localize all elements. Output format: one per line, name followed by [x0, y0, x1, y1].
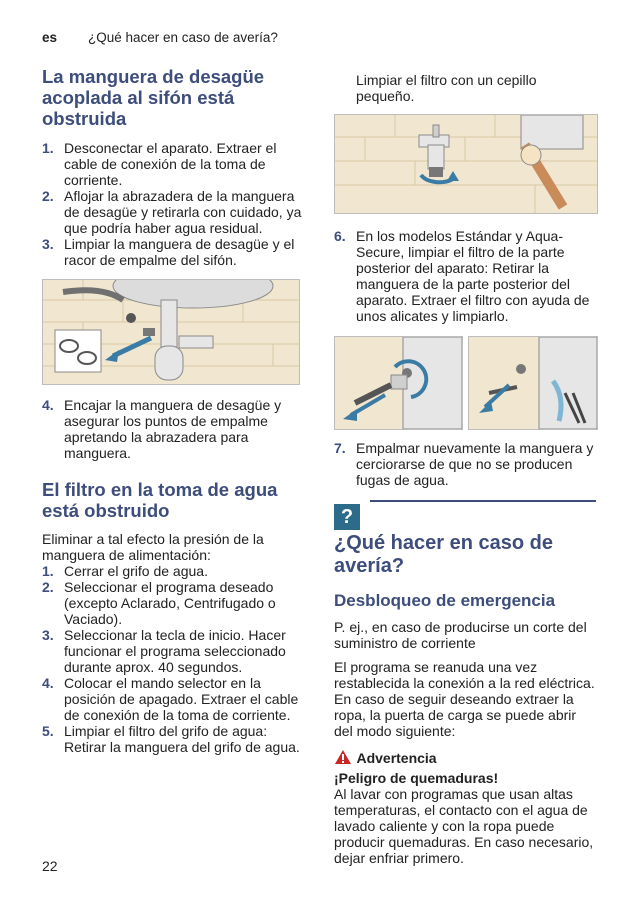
section-title-drain-hose: La manguera de desagüe acoplada al sifón está obstruida [42, 66, 265, 129]
list-item [42, 397, 304, 461]
drain-hose-steps [42, 140, 304, 268]
step-number: 1. [42, 563, 54, 579]
warning-heading [334, 749, 596, 768]
warning-triangle-icon [334, 749, 352, 765]
rear-filter-step [334, 228, 596, 324]
step-text: Seleccionar la tecla de inicio. Hacer funcionar el programa seleccionado durante aprox. 40 segundos. [64, 627, 286, 675]
drain-hose-illustration [42, 279, 300, 385]
left-column [42, 66, 304, 755]
step-text: Limpiar el filtro del grifo de agua: Retirar la manguera del grifo de agua. [64, 723, 300, 755]
page-header [42, 30, 278, 45]
tap-filter-illustration [334, 114, 598, 214]
hose-removal-illustration [334, 336, 463, 430]
warning-label: Advertencia [356, 750, 437, 766]
list-item [42, 140, 304, 188]
continued-step-text: Limpiar el filtro con un cepillo pequeño. [356, 72, 537, 104]
step-text: Limpiar la manguera de desagüe y el racor de empalme del sifón. [64, 236, 295, 268]
siphon-diagram [43, 280, 299, 384]
section-title-inlet-filter: El filtro en la toma de agua está obstruido [42, 479, 278, 521]
chapter-rule [370, 500, 596, 502]
step-number: 2. [42, 188, 54, 204]
page-number: 22 [42, 858, 58, 874]
step-text: Seleccionar el programa deseado (excepto Aclarado, Centrifugado o Vaciado). [64, 579, 276, 627]
list-item [42, 675, 304, 723]
step-number: 3. [42, 236, 54, 252]
step-number: 7. [334, 440, 346, 456]
tap-brush-diagram [335, 115, 597, 213]
right-column [334, 72, 596, 866]
running-title: ¿Qué hacer en caso de avería? [88, 30, 278, 45]
list-item [42, 723, 304, 755]
section-intro: Eliminar a tal efecto la presión de la manguera de alimentación: [42, 531, 264, 563]
rear-filter-illustrations [334, 336, 596, 430]
step-number: 6. [334, 228, 346, 244]
question-icon: ? [334, 504, 360, 530]
drain-hose-final-step [42, 397, 304, 461]
step-text: Aflojar la abrazadera de la manguera de desagüe y retirarla con cuidado, ya que podría haber agua residual. [64, 188, 302, 236]
list-item [334, 440, 596, 488]
filter-cleaning-illustration [468, 336, 598, 430]
step-text: Desconectar el aparato. Extraer el cable de conexión de la toma de corriente. [64, 140, 277, 188]
list-item [42, 188, 304, 236]
warning-text: Al lavar con programas que usan altas temperaturas, el contacto con el agua de lavado caliente y con la ropa puede producir quemaduras. En caso necesario, dejar enfriar primero. [334, 786, 594, 866]
list-item [334, 228, 596, 324]
step-number: 2. [42, 579, 54, 595]
step-number: 4. [42, 397, 54, 413]
step-text: En los modelos Estándar y Aqua-Secure, limpiar el filtro de la parte posterior del aparato: Retirar la manguera de la parte posterior del aparato. Extraer el filtro con ayuda de unos alicates y limpiarlo. [356, 228, 590, 324]
hose-removal-diagram [335, 337, 462, 429]
step-text: Colocar el mando selector en la posición de apagado. Extraer el cable de conexión de la toma de corriente. [64, 675, 299, 723]
step-number: 3. [42, 627, 54, 643]
chapter-title: ¿Qué hacer en caso de avería? [334, 532, 553, 577]
step-text: Empalmar nuevamente la manguera y cerciorarse de que no se producen fugas de agua. [356, 440, 594, 488]
paragraph: P. ej., en caso de producirse un corte del suministro de corriente [334, 619, 587, 651]
reconnect-step [334, 440, 596, 488]
step-number: 5. [42, 723, 54, 739]
pliers-filter-diagram [469, 337, 597, 429]
list-item [42, 236, 304, 268]
list-item [42, 627, 304, 675]
list-item [42, 579, 304, 627]
language-code: es [42, 30, 58, 45]
paragraph: El programa se reanuda una vez restablecida la conexión a la red eléctrica. En caso de seguir deseando extraer la ropa, la puerta de carga se puede abrir del modo siguiente: [334, 659, 595, 739]
section-title-emergency-release: Desbloqueo de emergencia [334, 591, 556, 610]
warning-title: ¡Peligro de quemaduras! [334, 770, 499, 786]
list-item [42, 563, 304, 579]
step-number: 1. [42, 140, 54, 156]
inlet-filter-steps [42, 563, 304, 755]
step-text: Encajar la manguera de desagüe y asegurar los puntos de empalme apretando la abrazadera para manguera. [64, 397, 282, 461]
step-text: Cerrar el grifo de agua. [64, 563, 208, 579]
step-number: 4. [42, 675, 54, 691]
chapter-heading [334, 504, 596, 578]
